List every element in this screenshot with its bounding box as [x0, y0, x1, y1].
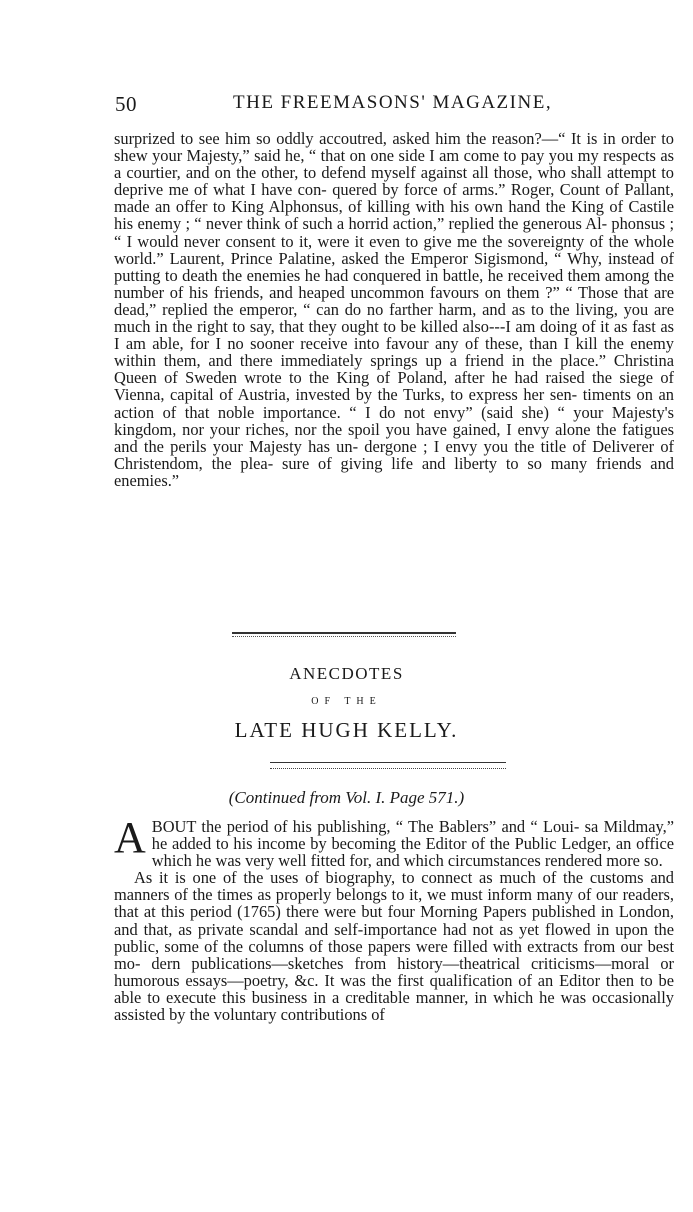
text-line: Emperor Sigismond, “ Why, instead of putting to death the enemies: [114, 248, 674, 285]
text-line: also---I am doing of it as fast as I am able, for I no sooner receive: [114, 317, 675, 354]
text-line: she) “ your Majesty's kingdom, nor your riches, nor the spoil you have: [114, 402, 674, 439]
running-head: [115, 92, 675, 118]
text-line: gained, I envy alone the fatigues and the perils your Majesty has un-: [114, 419, 675, 456]
section-divider-rule: [232, 632, 456, 635]
text-line: against all those, who shall attempt to deprive me of what I have con-: [114, 163, 674, 200]
article-title-line-2: OF THE: [311, 696, 382, 707]
text-line: dergone ; I envy you the title of Deliverer of Christendom, the plea-: [114, 436, 674, 473]
text-line: friends, and heaped uncommon favours on them ?” “ Those that are: [213, 282, 674, 302]
text-line: surprized to see him so oddly accoutred, asked him the reason?—“ It is in: [114, 129, 616, 148]
text-line: dern publications—sketches from history—theatrical criticisms—moral: [151, 953, 650, 973]
text-line: enemy ; “ never think of such a horrid action,” replied the generous Al-: [137, 214, 608, 234]
text-line: Vienna, capital of Austria, invested by the Turks, to express her sen-: [114, 385, 578, 405]
text-line: sovereignty of the whole world.” Laurent, Prince Palatine, asked the: [114, 231, 674, 268]
text-line: sure of giving life and liberty to so many friends and enemies.”: [114, 453, 674, 490]
article-paragraph-2: [114, 869, 674, 1023]
text-line: living, you are much in the right to say, that they ought to be killed: [114, 299, 674, 337]
continued-paragraph: [114, 130, 674, 489]
text-line: inform many of our readers, that at this period (1765) there were but: [114, 885, 674, 922]
text-line: four Morning Papers published in London, and that, as private scandal: [114, 902, 674, 939]
text-line: and self-importance had not as yet flowed in upon the public, some of: [114, 919, 674, 956]
text-line: quered by force of arms.” Roger, Count of Pallant, made an offer to: [114, 180, 674, 217]
text-line: phonsus ; “ I would never consent to it, were it even to give me the: [114, 214, 674, 251]
text-line: he had conquered in battle, he received them among the number of his: [114, 265, 674, 302]
text-line: customs and manners of the times as properly belongs to it, we must: [114, 868, 674, 905]
text-line: into favour any of these, than I kill the enemy within them, and there: [114, 334, 674, 371]
text-line: of the Public Ledger, an office which he was very well fitted for, and: [151, 834, 675, 871]
journal-title: THE FREEMASONS' MAGAZINE,: [233, 92, 553, 113]
text-line: Editor then to be able to execute this business in a creditable manner,: [114, 970, 674, 1007]
article-paragraph-1: [114, 813, 675, 871]
text-line: or humorous essays—poetry, &c. It was the first qualification of an: [114, 953, 674, 990]
title-underline-rule: [270, 762, 506, 769]
text-line: Sweden wrote to the King of Poland, after he had raised the siege of: [185, 368, 674, 388]
text-line: order to shew your Majesty,” said he, “ that on one side I am come to: [114, 129, 675, 166]
text-line: in which he was occasionally assisted by the voluntary contributions of: [114, 987, 674, 1025]
text-line: pay you my respects as a courtier, and on the other, to defend myself: [114, 146, 674, 183]
text-line: dead,” replied the emperor, “ can do no farther harm, and as to the: [114, 299, 570, 319]
text-line: which circumstances rendered more so.: [403, 851, 663, 871]
text-line: timents on an action of that noble importance. “ I do not envy” (said: [114, 385, 674, 422]
article-title-line-3: LATE HUGH KELLY.: [234, 718, 459, 742]
text-line: sa Mildmay,” he added to his income by becoming the Editor: [151, 817, 675, 854]
page-number: 50: [115, 92, 137, 116]
continued-note: (Continued from Vol. I. Page 571.): [228, 788, 465, 807]
continued-text: [114, 130, 674, 489]
drop-cap: A: [114, 813, 146, 862]
text-line: the columns of those papers were filled with extracts from our best mo-: [114, 936, 674, 973]
article-title-line-1: ANECDOTES: [289, 664, 404, 683]
text-line: King Alphonsus, of killing with his own hand the King of Castile his: [114, 197, 675, 234]
text-line: BOUT the period of his publishing, “ The Bablers” and “ Loui-: [151, 817, 580, 836]
article-body: [114, 813, 675, 1025]
text-line: immediately springs up a friend in the place.” Christina Queen of: [114, 351, 674, 388]
text-line: As it is one of the uses of biography, to connect as much of the: [134, 868, 584, 888]
